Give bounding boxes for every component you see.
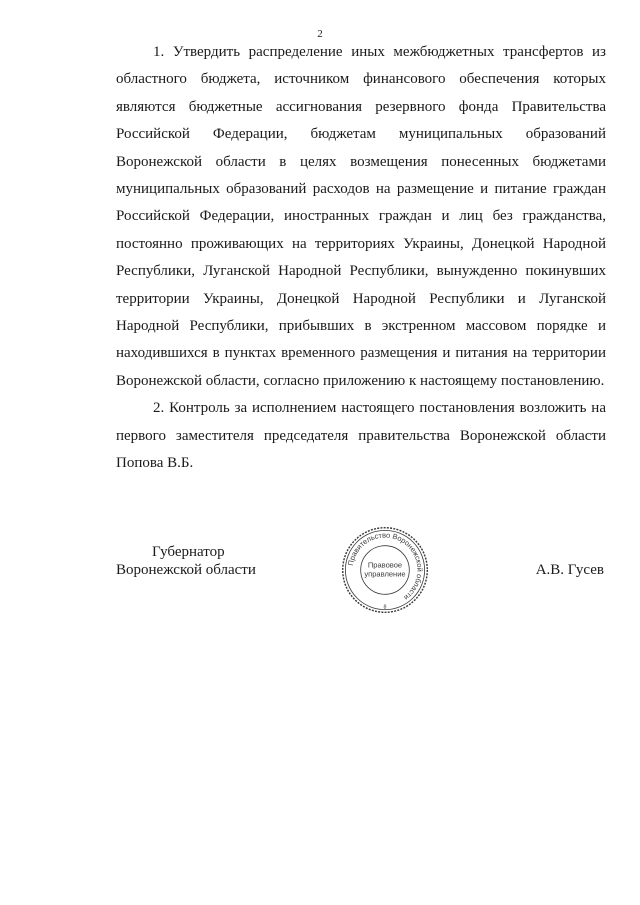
signatory-name: А.В. Гусев	[535, 562, 604, 578]
signatory-position-line-1: Губернатор	[152, 544, 225, 560]
seal-center-line-2: управление	[364, 569, 406, 579]
seal-ring-text: Правительство Воронежской области	[345, 530, 425, 603]
seal-stamp-graphic	[340, 525, 430, 615]
seal-center-line-1: Правовое	[367, 560, 403, 570]
document-body	[116, 39, 606, 478]
page-number: 2	[317, 28, 323, 40]
seal-bottom-mark: 8	[383, 604, 387, 611]
seal-stamp	[340, 525, 430, 615]
signatory-position-line-2: Воронежской области	[116, 562, 256, 578]
paragraph-1: 1. Утвердить распределение иных межбюджетных трансфертов из областного бюджета, источником финансового обеспечения которых являются бюджетные ассигнования резервного фонда Правительства Российской Федерации, бюджетам муниципальных образований Воронежской области в целях возмещения понесенных бюджетами муниципальных образований расходов на размещение и питание граждан Российской Федерации, иностранных граждан и лиц без гражданства, постоянно проживающих на территориях Украины, Донецкой Народной Республики, Луганской Народной Республики, вынужденно покинувших территории Украины, Донецкой Народной Республики и Луганской Народной Республики, прибывших в экстренном массовом порядке и находившихся в пунктах временного размещения и питания на территории Воронежской области, согласно приложению к настоящему постановлению.	[116, 44, 606, 389]
paragraph-2: 2. Контроль за исполнением настоящего постановления возложить на первого заместителя председателя правительства Воронежской области Попова В.Б.	[116, 400, 606, 472]
signatory-position	[116, 543, 286, 579]
signature-block	[116, 530, 606, 623]
